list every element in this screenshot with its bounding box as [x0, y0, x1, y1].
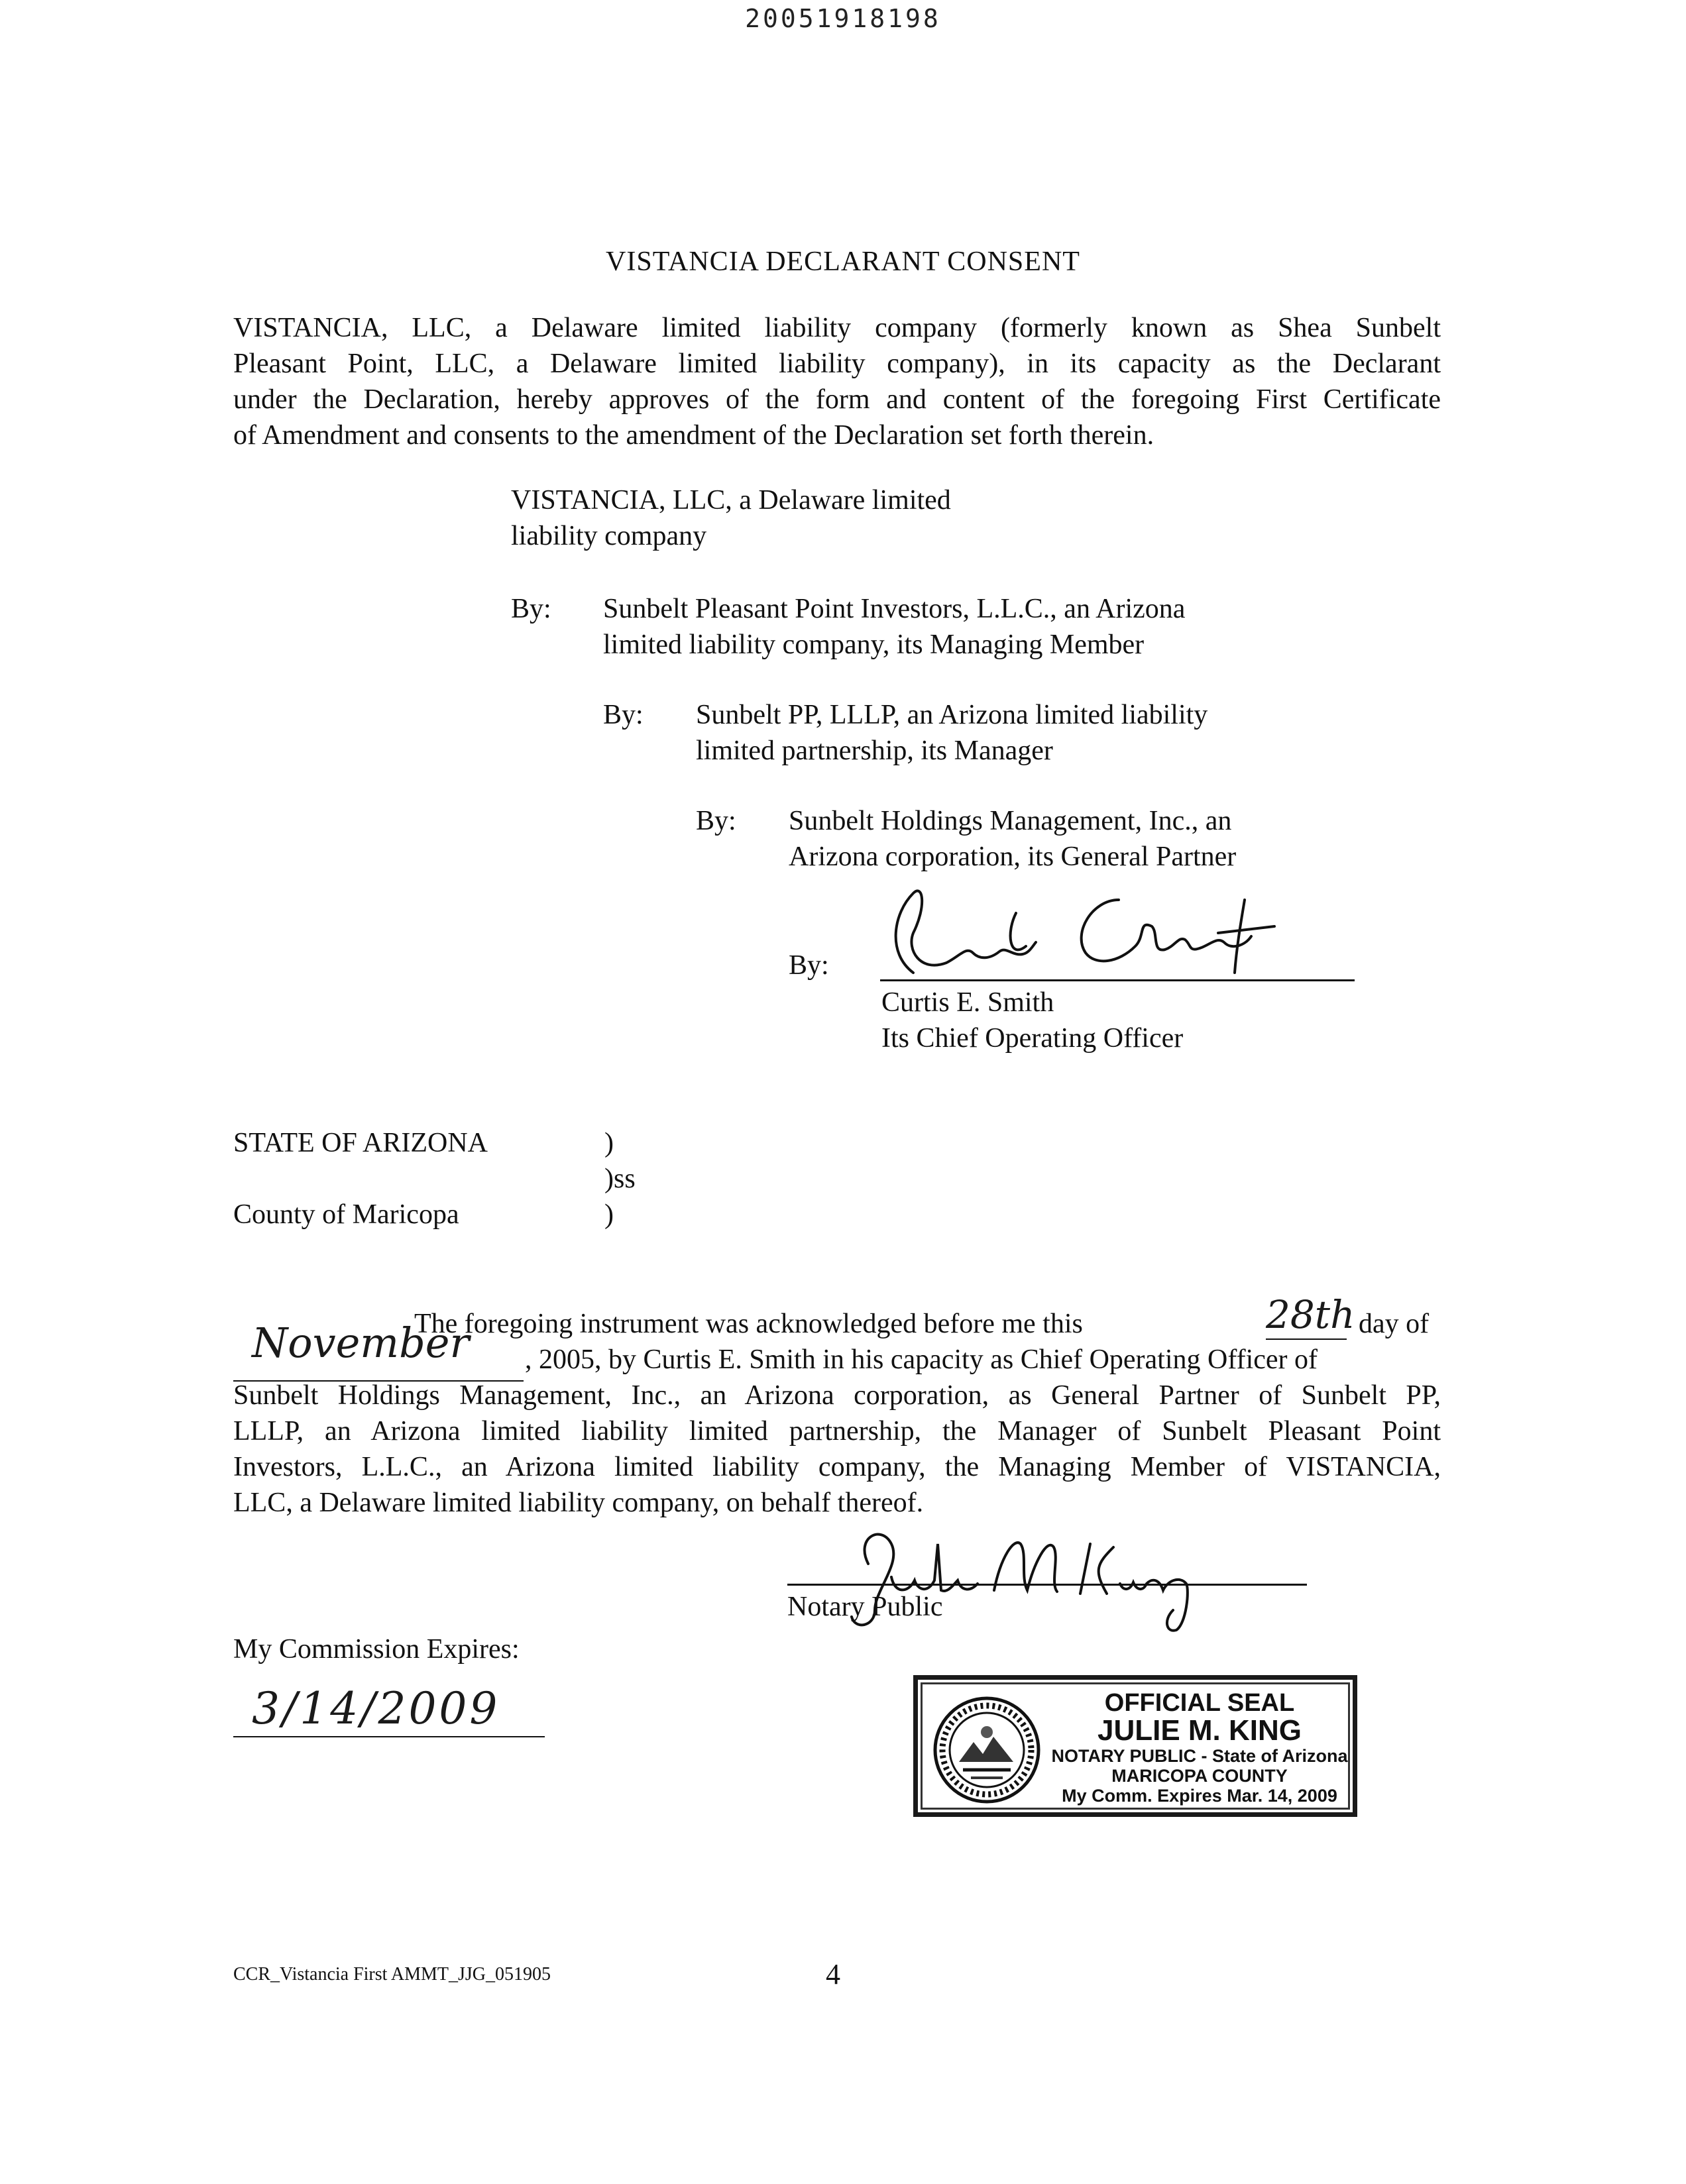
by-level-1-entity: Sunbelt Pleasant Point Investors, L.L.C., an Arizona limited liability company, its Managing Member: [603, 594, 1186, 660]
seal-line-4: MARICOPA COUNTY: [1111, 1766, 1288, 1786]
by-level-3-entity: Sunbelt Holdings Management, Inc., an Arizona corporation, its General Partner: [789, 806, 1237, 872]
ack-line: LLC, a Delaware limited liability company, on behalf thereof.: [233, 1488, 924, 1518]
arizona-state-seal-icon: [932, 1696, 1041, 1804]
by-level-2-entity: Sunbelt PP, LLLP, an Arizona limited liability limited partnership, its Manager: [696, 700, 1208, 766]
page-number: 4: [826, 1958, 840, 1991]
consent-line: under the Declaration, hereby approves of the form and content of the foregoing First Certificate: [233, 384, 1441, 415]
by-label-4: By:: [789, 950, 829, 981]
signatory-title: Its Chief Operating Officer: [881, 1023, 1184, 1054]
commission-blank-line: [233, 1736, 545, 1737]
seal-line-2: JULIE M. KING: [1097, 1714, 1302, 1747]
commission-label: My Commission Expires:: [233, 1634, 520, 1665]
by-label-1: By:: [511, 594, 551, 624]
commission-expiry-date: 3/14/2009: [252, 1683, 500, 1734]
ack-line: Sunbelt Holdings Management, Inc., an Arizona corporation, as General Partner of Sunbelt PP,: [233, 1380, 1441, 1411]
day-blank-line: [1266, 1338, 1347, 1340]
ack-line-2-text: , 2005, by Curtis E. Smith in his capacity as Chief Operating Officer of: [525, 1344, 1318, 1375]
official-notary-seal: [913, 1675, 1357, 1817]
venue-county: County of Maricopa: [233, 1199, 459, 1230]
venue-paren-bottom: ): [604, 1199, 614, 1230]
consent-line: VISTANCIA, LLC, a Delaware limited liability company (formerly known as Shea Sunbelt: [233, 313, 1441, 343]
document-title: VISTANCIA DECLARANT CONSENT: [606, 246, 1080, 277]
recording-number: 20051918198: [745, 4, 941, 33]
seal-line-1: OFFICIAL SEAL: [1104, 1689, 1295, 1717]
consent-line: Pleasant Point, LLC, a Delaware limited liability company), in its capacity as the Declarant: [233, 349, 1441, 379]
ack-line-1-text: The foregoing instrument was acknowledged before me this: [414, 1309, 1083, 1339]
curtis-smith-signature: [873, 873, 1298, 986]
notary-label: Notary Public: [787, 1592, 943, 1622]
seal-line-3: NOTARY PUBLIC - State of Arizona: [1051, 1746, 1348, 1766]
handwritten-month: November: [252, 1319, 470, 1367]
acknowledgment-paragraph: [233, 1378, 1441, 1521]
by-label-3: By:: [696, 806, 736, 836]
signatory-name: Curtis E. Smith: [881, 987, 1054, 1018]
handwritten-day: 28th: [1266, 1292, 1355, 1337]
notary-signature-line: [787, 1584, 1307, 1586]
venue-ss: )ss: [604, 1164, 636, 1194]
ack-line: Investors, L.L.C., an Arizona limited liability company, the Managing Member of VISTANCIA,: [233, 1452, 1441, 1482]
ack-line: LLLP, an Arizona limited liability limited partnership, the Manager of Sunbelt Pleasant Point: [233, 1416, 1441, 1447]
signature-line: [880, 979, 1355, 981]
seal-line-5: My Comm. Expires Mar. 14, 2009: [1062, 1786, 1337, 1806]
consent-paragraph: [233, 310, 1441, 453]
venue-paren-top: ): [604, 1128, 614, 1158]
footer-document-reference: CCR_Vistancia First AMMT_JJG_051905: [233, 1964, 551, 1985]
consent-line: of Amendment and consents to the amendment of the Declaration set forth therein.: [233, 420, 1154, 451]
entity-name: VISTANCIA, LLC, a Delaware limited liability company: [511, 485, 951, 551]
by-label-2: By:: [603, 700, 644, 730]
ack-line-1-end: day of: [1359, 1309, 1430, 1339]
venue-state: STATE OF ARIZONA: [233, 1128, 488, 1158]
